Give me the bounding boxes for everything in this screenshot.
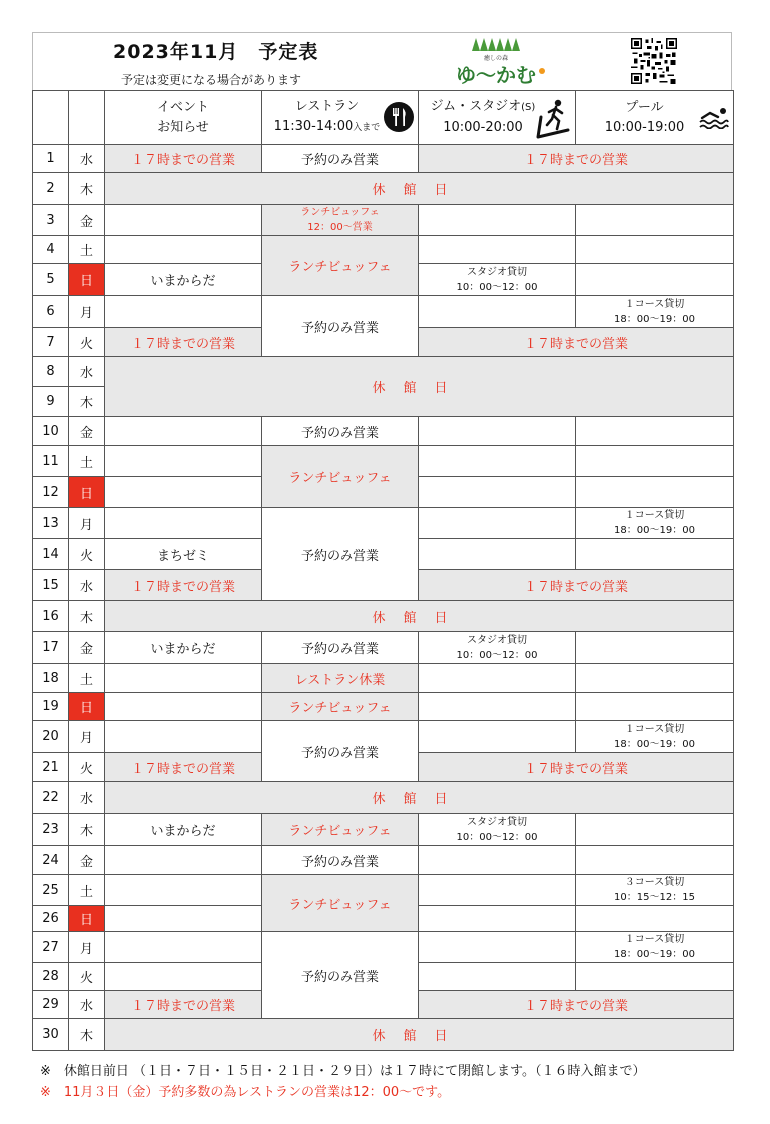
facility-cell: １７時までの営業 [419, 753, 734, 782]
fork-knife-icon [384, 102, 414, 132]
qr-code[interactable] [631, 38, 677, 84]
gym-col-title: ジム・スタジオ [430, 99, 522, 114]
date-cell: 19 [33, 693, 69, 721]
event-cell: １７時までの営業 [105, 145, 262, 173]
studio-rental-time: 10：00～12：00 [456, 649, 538, 661]
studio-rental-time: 10：00～12：00 [456, 831, 538, 843]
gym-cell [419, 508, 576, 539]
gym-cell [419, 296, 576, 328]
weekday-cell: 土 [69, 446, 105, 477]
pool-rental-label: １コース貸切 [624, 298, 685, 310]
date-cell: 2 [33, 173, 69, 205]
gym-cell [419, 721, 576, 753]
gym-cell [419, 693, 576, 721]
event-col-header [105, 91, 262, 145]
gym-col-studio-mark: (S) [521, 102, 536, 113]
closed-day-cell: 休館日 [105, 1019, 734, 1051]
weekday-cell: 金 [69, 205, 105, 236]
closed-day-cell: 休館日 [105, 173, 734, 205]
pool-rental-time: 18：00～19：00 [614, 949, 695, 960]
facility-cell: １７時までの営業 [419, 991, 734, 1019]
pool-cell [576, 814, 734, 846]
event-cell [105, 664, 262, 693]
pool-rental-label: １コース貸切 [624, 510, 685, 521]
date-cell: 23 [33, 814, 69, 846]
pool-cell [576, 477, 734, 508]
event-cell [105, 721, 262, 753]
date-cell: 4 [33, 236, 69, 264]
restaurant-cell: ランチビュッフェ [262, 446, 419, 508]
weekday-cell: 火 [69, 328, 105, 357]
pool-cell [576, 508, 734, 539]
restaurant-cell: 予約のみ営業 [262, 417, 419, 446]
date-cell: 18 [33, 664, 69, 693]
restaurant-col-header [262, 91, 419, 145]
restaurant-cell: 予約のみ営業 [262, 721, 419, 782]
date-cell: 30 [33, 1019, 69, 1051]
pool-rental-time: 10：15～12：15 [614, 892, 695, 903]
event-cell [105, 693, 262, 721]
restaurant-col-title: レストラン [294, 99, 360, 114]
event-cell: いまからだ [105, 264, 262, 296]
weekday-cell: 土 [69, 875, 105, 906]
event-cell [105, 446, 262, 477]
gym-cell [419, 814, 576, 846]
weekday-cell: 月 [69, 296, 105, 328]
weekday-cell: 月 [69, 721, 105, 753]
weekday-cell: 金 [69, 846, 105, 875]
gym-cell [419, 417, 576, 446]
restaurant-cell: 予約のみ営業 [262, 145, 419, 173]
pool-cell [576, 721, 734, 753]
studio-rental-time: 10：00～12：00 [456, 281, 538, 293]
date-cell: 10 [33, 417, 69, 446]
event-cell [105, 477, 262, 508]
weekday-cell: 金 [69, 632, 105, 664]
event-cell [105, 846, 262, 875]
closed-day-cell: 休館日 [105, 782, 734, 814]
gym-cell [419, 236, 576, 264]
restaurant-hours: 11:30-14:00 [273, 119, 354, 134]
pool-cell [576, 875, 734, 906]
page-title: 2023年11月 予定表 [113, 41, 319, 63]
date-cell: 22 [33, 782, 69, 814]
footnote-restaurant-nov3: ※ 11月３日（金）予約多数の為レストランの営業は12：00～です。 [40, 1085, 451, 1100]
event-col-title: イベント [156, 99, 209, 115]
footnote-closing-eve: ※ 休館日前日 （１日・７日・１５日・２１日・２９日）は１７時にて閉館します。（１６時入館まで） [40, 1064, 646, 1079]
svg-text:ゆ～かむ: ゆ～かむ [456, 63, 536, 87]
date-cell: 8 [33, 357, 69, 387]
event-col-subtitle: お知らせ [157, 119, 209, 135]
schedule-table [32, 90, 734, 1051]
gym-cell [419, 963, 576, 991]
date-cell: 3 [33, 205, 69, 236]
gym-cell [419, 906, 576, 932]
event-cell [105, 932, 262, 963]
weekday-col-header [69, 91, 105, 145]
pool-cell [576, 664, 734, 693]
restaurant-cell: 予約のみ営業 [262, 932, 419, 1019]
date-cell: 13 [33, 508, 69, 539]
weekday-cell: 火 [69, 963, 105, 991]
date-cell: 25 [33, 875, 69, 906]
event-cell: いまからだ [105, 814, 262, 846]
pool-cell [576, 539, 734, 570]
date-cell: 27 [33, 932, 69, 963]
weekday-cell: 木 [69, 601, 105, 632]
date-col-header [33, 91, 69, 145]
pool-rental-label: １コース貸切 [624, 723, 685, 735]
weekday-cell: 土 [69, 236, 105, 264]
date-cell: 7 [33, 328, 69, 357]
weekday-cell: 木 [69, 387, 105, 417]
weekday-cell: 木 [69, 1019, 105, 1051]
event-cell [105, 296, 262, 328]
restaurant-cell: ランチビュッフェ [262, 236, 419, 296]
weekday-cell-sunday: 日 [69, 477, 105, 508]
closed-day-cell: 休館日 [105, 357, 734, 417]
gym-cell [419, 846, 576, 875]
weekday-cell-sunday: 日 [69, 693, 105, 721]
facility-cell: １７時までの営業 [419, 570, 734, 601]
event-cell [105, 963, 262, 991]
pool-rental-time: 18：00～19：00 [614, 313, 695, 325]
gym-cell [419, 264, 576, 296]
facility-cell: １７時までの営業 [419, 145, 734, 173]
event-cell: １７時までの営業 [105, 570, 262, 601]
date-cell: 14 [33, 539, 69, 570]
weekday-cell: 月 [69, 932, 105, 963]
gym-cell [419, 632, 576, 664]
event-cell [105, 236, 262, 264]
weekday-cell: 水 [69, 991, 105, 1019]
restaurant-cell: レストラン休業 [262, 664, 419, 693]
event-cell [105, 205, 262, 236]
event-cell [105, 875, 262, 906]
date-cell: 21 [33, 753, 69, 782]
date-cell: 20 [33, 721, 69, 753]
pool-cell [576, 205, 734, 236]
pool-cell [576, 906, 734, 932]
pool-hours: 10:00-19:00 [604, 119, 685, 135]
yukamu-logo [448, 35, 558, 89]
pool-cell [576, 236, 734, 264]
date-cell: 29 [33, 991, 69, 1019]
weekday-cell-sunday: 日 [69, 264, 105, 296]
swimmer-icon [698, 105, 730, 129]
weekday-cell: 木 [69, 814, 105, 846]
svg-text:癒しの森: 癒しの森 [483, 55, 509, 62]
pool-rental-label: ３コース貸切 [624, 877, 685, 888]
weekday-cell: 水 [69, 782, 105, 814]
restaurant-cell: ランチビュッフェ [262, 693, 419, 721]
event-cell: １７時までの営業 [105, 991, 262, 1019]
event-cell: １７時までの営業 [105, 753, 262, 782]
restaurant-cell: 予約のみ営業 [262, 846, 419, 875]
date-cell: 28 [33, 963, 69, 991]
weekday-cell: 火 [69, 753, 105, 782]
pool-col-title: プール [625, 99, 664, 115]
pool-rental-label: １コース貸切 [624, 934, 685, 945]
gym-col-header [419, 91, 576, 145]
restaurant-cell: ランチビュッフェ [262, 814, 419, 846]
weekday-cell: 金 [69, 417, 105, 446]
weekday-cell: 水 [69, 357, 105, 387]
pool-cell [576, 264, 734, 296]
studio-rental-label: スタジオ貸切 [467, 266, 527, 278]
pool-col-header [576, 91, 734, 145]
studio-rental-label: スタジオ貸切 [467, 816, 527, 828]
restaurant-cell: 予約のみ営業 [262, 508, 419, 601]
event-cell: １７時までの営業 [105, 328, 262, 357]
pool-cell [576, 296, 734, 328]
date-cell: 9 [33, 387, 69, 417]
weekday-cell: 土 [69, 664, 105, 693]
weekday-cell: 月 [69, 508, 105, 539]
header [32, 32, 732, 90]
pool-cell [576, 846, 734, 875]
event-cell: いまからだ [105, 632, 262, 664]
pool-cell [576, 632, 734, 664]
gym-cell [419, 477, 576, 508]
pool-cell [576, 693, 734, 721]
gym-cell [419, 539, 576, 570]
date-cell: 16 [33, 601, 69, 632]
facility-cell: １７時までの営業 [419, 328, 734, 357]
closed-day-cell: 休館日 [105, 601, 734, 632]
date-cell: 15 [33, 570, 69, 601]
pool-cell [576, 446, 734, 477]
weekday-cell: 水 [69, 145, 105, 173]
event-cell [105, 417, 262, 446]
event-cell [105, 906, 262, 932]
pool-cell [576, 417, 734, 446]
weekday-cell: 木 [69, 173, 105, 205]
pool-cell [576, 963, 734, 991]
gym-cell [419, 664, 576, 693]
gym-cell [419, 875, 576, 906]
restaurant-cell: 予約のみ営業 [262, 296, 419, 357]
lunch-buffet-time: 12：00～営業 [307, 222, 373, 233]
subtitle: 予定は変更になる場合があります [121, 73, 302, 87]
restaurant-cell: ランチビュッフェ [262, 875, 419, 932]
pool-rental-time: 18：00～19：00 [614, 738, 695, 750]
restaurant-hours-note: 入まで [353, 123, 381, 133]
weekday-cell: 水 [69, 570, 105, 601]
pool-cell [576, 932, 734, 963]
restaurant-cell [262, 205, 419, 236]
date-cell: 24 [33, 846, 69, 875]
gym-cell [419, 932, 576, 963]
weekday-cell: 火 [69, 539, 105, 570]
studio-rental-label: スタジオ貸切 [467, 634, 527, 646]
date-cell: 17 [33, 632, 69, 664]
date-cell: 12 [33, 477, 69, 508]
gym-cell [419, 446, 576, 477]
event-cell: まちゼミ [105, 539, 262, 570]
date-cell: 1 [33, 145, 69, 173]
footnotes [40, 1061, 646, 1103]
gym-cell [419, 205, 576, 236]
date-cell: 6 [33, 296, 69, 328]
date-cell: 5 [33, 264, 69, 296]
gym-hours: 10:00-20:00 [443, 120, 523, 135]
restaurant-cell: 予約のみ営業 [262, 632, 419, 664]
date-cell: 26 [33, 906, 69, 932]
treadmill-runner-icon [535, 97, 571, 139]
event-cell [105, 508, 262, 539]
date-cell: 11 [33, 446, 69, 477]
weekday-cell-sunday: 日 [69, 906, 105, 932]
pool-rental-time: 18：00～19：00 [614, 525, 695, 536]
lunch-buffet-label: ランチビュッフェ [300, 207, 380, 218]
